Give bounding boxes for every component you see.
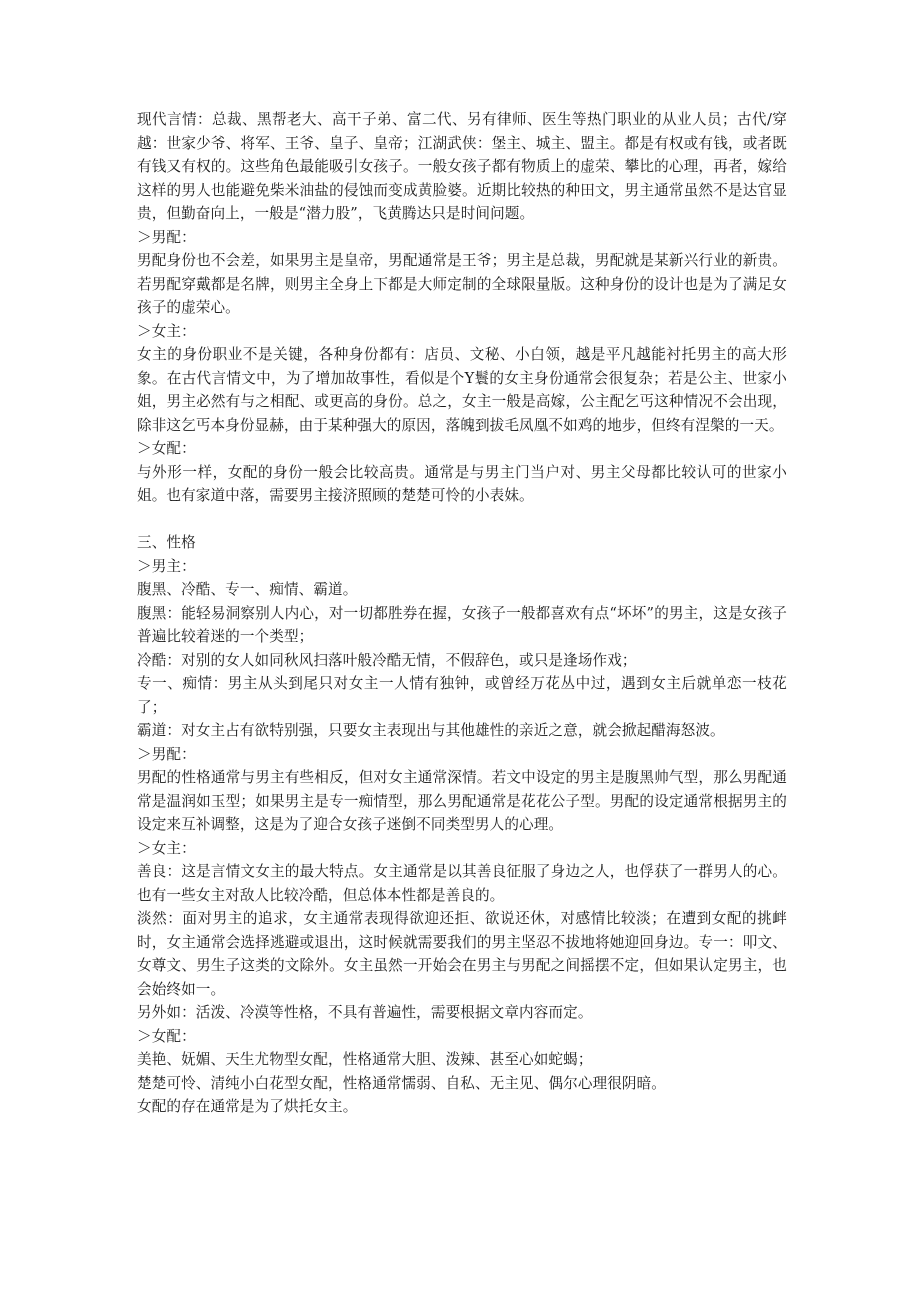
section-heading-personality: 三、性格 bbox=[137, 534, 196, 551]
paragraph-male-support-personality: 男配的性格通常与男主有些相反，但对女主通常深情。若文中设定的男主是腹黑帅气型，那么男配通常是温润如玉型；如果男主是专一痴情型，那么男配通常是花花公子型。男配的设定通常根据男主的设定来互补调整，这是为了迎合女孩子迷倒不同类型男人的心理。 bbox=[137, 769, 787, 833]
subheading-hero: ＞男主： bbox=[137, 557, 196, 575]
subheading-female-support-2: ＞女配： bbox=[137, 1027, 196, 1045]
paragraph-hero-devoted: 专一、痴情：男主从头到尾只对女主一人情有独钟，或曾经万花丛中过，遇到女主后就单恋一枝花了； bbox=[137, 675, 787, 716]
paragraph-heroine-calm: 淡然：面对男主的追求，女主通常表现得欲迎还拒、欲说还休，对感情比较淡；在遭到女配的挑衅时，女主通常会选择逃避或退出，这时候就需要我们的男主坚忍不拔地将她迎回身边。专一：叩文、女尊文、男生子这类的文除外。女主虽然一开始会在男主与男配之间摇摆不定，但如果认定男主，也会始终如一。 bbox=[137, 910, 787, 998]
subheading-female-support: ＞女配： bbox=[137, 440, 196, 457]
paragraph-hero-traits: 腹黑、冷酷、专一、痴情、霸道。 bbox=[137, 581, 358, 598]
paragraph-hero-domineering: 霸道：对女主占有欲特别强，只要女主表现出与其他雄性的亲近之意，就会掀起醋海怒波。 bbox=[137, 722, 725, 739]
paragraph-heroine-kind: 善良：这是言情文女主的最大特点。女主通常是以其善良征服了身边之人，也俘获了一群男人的心。也有一些女主对敌人比较冷酷，但总体本性都是善良的。 bbox=[137, 863, 787, 904]
paragraph-heroine-other: 另外如：活泼、冷漠等性格，不具有普遍性，需要根据文章内容而定。 bbox=[137, 1004, 593, 1021]
paragraph-hero-cold: 冷酷：对别的女人如同秋风扫落叶般冷酷无情，不假辞色，或只是逢场作戏； bbox=[137, 651, 637, 669]
subheading-male-support-2: ＞男配： bbox=[137, 745, 196, 763]
paragraph-female-support-pitiful: 楚楚可怜、清纯小白花型女配，性格通常懦弱、自私、无主见、偶尔心理很阴暗。 bbox=[137, 1074, 666, 1092]
paragraph-female-support-identity: 与外形一样，女配的身份一般会比较高贵。通常是与男主门当户对、男主父母都比较认可的世家小姐。也有家道中落，需要男主接济照顾的楚楚可怜的小表妹。 bbox=[137, 463, 787, 504]
paragraph-female-support-seductive: 美艳、妩媚、天生尤物型女配，性格通常大胆、泼辣、甚至心如蛇蝎； bbox=[137, 1051, 593, 1068]
subheading-male-support: ＞男配： bbox=[137, 228, 196, 246]
paragraph-heroine-identity: 女主的身份职业不是关键，各种身份都有：店员、文秘、小白领，越是平凡越能衬托男主的高大形象。在古代言情文中，为了增加故事性，看似是个Y鬟的女主身份通常会很复杂；若是公主、世家小姐，男主必然有与之相配、或更高的身份。总之，女主一般是高嫁，公主配乞丐这种情况不会出现，除非这乞丐本身份显赫，由于某种强大的原因，落魄到拔毛凤凰不如鸡的地步，但终有涅槃的一天。 bbox=[137, 346, 787, 434]
subheading-heroine-2: ＞女主： bbox=[137, 839, 196, 857]
paragraph-hero-scheming: 腹黑：能轻易洞察别人内心，对一切都胜券在握，女孩子一般都喜欢有点“坏坏”的男主，这是女孩子普遍比较着迷的一个类型； bbox=[137, 604, 787, 645]
paragraph-hero-identity: 现代言情：总裁、黑帮老大、高干子弟、富二代、另有律师、医生等热门职业的从业人员；古代/穿越：世家少爷、将军、王爷、皇子、皇帝；江湖武侠：堡主、城主、盟主。都是有权或有钱，或者既有钱又有权的。这些角色最能吸引女孩子。一般女孩子都有物质上的虚荣、攀比的心理，再者，嫁给这样的男人也能避免柴米油盐的侵蚀而变成黄脸婆。近期比较热的种田文，男主通常虽然不是达官显贵，但勤奋向上，一般是“潜力股”，飞黄腾达只是时间问题。 bbox=[137, 111, 787, 222]
document-body bbox=[137, 108, 787, 1119]
subheading-heroine: ＞女主： bbox=[137, 322, 196, 340]
paragraph-male-support-identity: 男配身份也不会差，如果男主是皇帝，男配通常是王爷；男主是总裁，男配就是某新兴行业的新贵。若男配穿戴都是名牌，则男主全身上下都是大师定制的全球限量版。这种身份的设计也是为了满足女孩子的虚荣心。 bbox=[137, 252, 787, 316]
paragraph-female-support-purpose: 女配的存在通常是为了烘托女主。 bbox=[137, 1098, 358, 1115]
